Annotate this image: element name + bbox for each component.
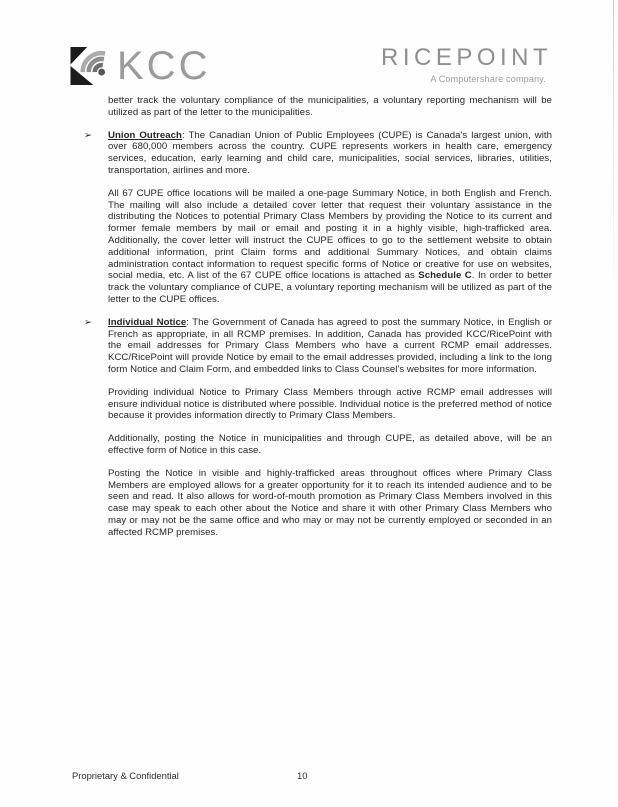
body-text: : The Government of Canada has agreed to post the summary Notice, in English or French as appropriate, in all RCMP premises. In addition, Canada has provided KCC/RicePoint with the email addresses for Primary Class Members who have a current RCMP email addresses. KCC/RicePoint will provide Notice by email to the email addresses provided, including a link to the long form Notice and Claim Form, and embedded links to Class Counsel's websites for more information.	[108, 316, 553, 375]
kcc-signal-mark-icon	[70, 47, 109, 85]
body-text: Additionally, posting the Notice in municipalities and through CUPE, as detailed above, will be an effective form of Notice in this case.	[108, 433, 552, 456]
paragraph	[108, 188, 552, 306]
body-text: Providing individual Notice to Primary Class Members through active RCMP email addresses will ensure individual notice is distributed where possible. Individual notice is the preferred method of notice because it provides information directly to Primary Class Members.	[108, 386, 552, 422]
document-body	[84, 95, 553, 550]
page-number: 10	[297, 770, 308, 781]
paragraph	[108, 433, 552, 457]
body-text: All 67 CUPE office locations will be mailed a one-page Summary Notice, in both English and French. The mailing will also include a detailed cover letter that request their voluntary assistance in the distributing the Notices to potential Primary Class Members by providing the Notice to its current and former female members by mail or email and posting it in a highly visible, high-trafficked area. Additionally, the cover letter will instruct the CUPE offices to go to the settlement website to obtain additional information, print Claim forms and additional Summary Notices, and obtain claims administration contact information to request specific forms of Notice or creative for use on websites, social media, etc. A list of the 67 CUPE office locations is attached as	[108, 187, 552, 282]
body-text: better track the voluntary compliance of the municipalities, a voluntary reporting mechanism will be utilized as part of the letter to the municipalities.	[108, 95, 552, 118]
ricepoint-logo	[381, 44, 579, 84]
emphasized-text: Schedule C	[418, 270, 472, 282]
body-text: : The Canadian Union of Public Employees (CUPE) is Canada's largest union, with over 680,000 members across the country. CUPE represents workers in health care, emergency services, education, early learning and child care, municipalities, social services, libraries, utilities, transportation, airlines and more.	[108, 129, 552, 176]
paragraph	[108, 468, 552, 539]
bullet-item	[84, 316, 553, 376]
paragraph	[108, 387, 552, 422]
paragraph	[108, 95, 552, 119]
body-text: . In order to better track the voluntary compliance of CUPE, a voluntary reporting mechanism will be utilized as part of the letter to the CUPE offices.	[108, 270, 552, 305]
confidentiality-label: Proprietary & Confidential	[72, 770, 179, 781]
ricepoint-wordmark: RICEPOINT	[381, 44, 553, 71]
emphasized-text: Union Outreach	[108, 129, 182, 141]
page-header	[0, 0, 618, 95]
bullet-arrow-icon: ➢	[84, 316, 93, 328]
bullet-arrow-icon: ➢	[84, 129, 93, 141]
ricepoint-tagline: A Computershare company.	[430, 74, 546, 84]
body-text: Posting the Notice in visible and highly-trafficked areas throughout offices where Primary Class Members are employed allows for a greater opportunity for it to reach its intended audience and to be seen and read. It also allows for word-of-mouth promotion as Primary Class Members involved in this case may speak to each other about the Notice and share it with other Primary Class Members who may or may not be the same office and who may or may not be currently employed or seconded in an affected RCMP premises.	[108, 467, 552, 538]
kcc-logo-text: KCC	[117, 44, 211, 88]
kcc-logo	[70, 44, 211, 88]
emphasized-text: Individual Notice	[108, 316, 187, 328]
bullet-item	[84, 129, 552, 177]
